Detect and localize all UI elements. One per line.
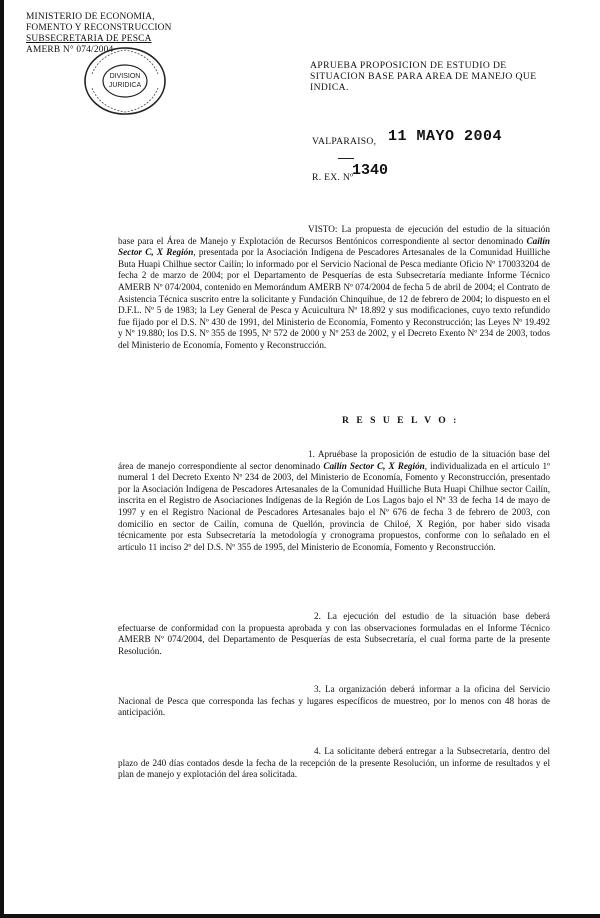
divider-dash bbox=[338, 158, 354, 159]
letterhead-subsecretaria: SUBSECRETARIA DE PESCA bbox=[26, 34, 152, 44]
resolution-label: R. EX. Nº bbox=[312, 172, 354, 183]
place-label: VALPARAISO, bbox=[312, 136, 377, 147]
letterhead-ministry: MINISTERIO DE ECONOMIA, bbox=[26, 12, 155, 22]
svg-text:JURIDICA: JURIDICA bbox=[108, 82, 142, 89]
date-stamp: 11 MAYO 2004 bbox=[388, 128, 503, 145]
item-1-text-2: , individualizada en el artículo 1º numeral 1 del Decreto Exento Nº 234 de 2003, del Ministerio de Economía, Fomento y Reconstrucción, presentado por la Asociación Indígena de Pescadores Artesanales de la Comunidad Huilliche Buta Huapi Chilhue sector Cailín, inscrita en el Registro de Asociaciones Indígenas de la Región de Los Lagos bajo el Nº 33 de fecha 14 de mayo de 1997 y en el Registro Nacional de Pescadores Artesanales bajo el Nº 676 de fecha 3 de febrero de 2003, con domicilio en sector de Cailín, comuna de Quellón, provincia de Chiloé, X Región, por haber sido visada técnicamente por esta Subsecretaría la metodología y cronograma propuestos, conforme con lo señalado en el artículo 11 inciso 2º del D.S. Nº 355 de 1995, del Ministerio de Economía, Fomento y Reconstrucción. bbox=[118, 460, 550, 552]
document-title: APRUEBA PROPOSICION DE ESTUDIO DE SITUACION BASE PARA AREA DE MANEJO QUE INDICA. bbox=[310, 60, 537, 93]
scan-edge-left bbox=[0, 0, 4, 918]
item-2-text: 2. La ejecución del estudio de la situación base deberá efectuarse de conformidad con la propuesta aprobada y con las observaciones formuladas en el Informe Técnico AMERB Nº 074/2004, del Departamento de Pesquerías de esta Subsecretaría, el cual forma parte de la presente Resolución. bbox=[118, 611, 550, 656]
item-4-text: 4. La solicitante deberá entregar a la Subsecretaría, dentro del plazo de 240 días contados desde la fecha de la recepción de la presente Resolución, un informe de resultados y el plan de manejo y explotación del área solicitada. bbox=[118, 746, 550, 780]
item-1-sector: Cailín Sector C, X Región bbox=[323, 460, 425, 471]
item-1-paragraph bbox=[118, 449, 550, 553]
item-1-text-1: 1. Apruébase la proposición de estudio de la situación base del área de manejo correspondiente al sector denominado bbox=[118, 449, 550, 471]
letterhead-ministry-2: FOMENTO Y RECONSTRUCCION bbox=[26, 23, 172, 33]
scan-edge-bottom bbox=[0, 914, 600, 918]
resolution-number: 1340 bbox=[352, 162, 389, 179]
official-stamp-icon bbox=[80, 44, 170, 118]
letterhead-reference: AMERB N° 074/2004 bbox=[26, 45, 114, 55]
visto-paragraph bbox=[118, 224, 550, 352]
item-4-paragraph bbox=[118, 746, 550, 781]
item-2-paragraph bbox=[118, 611, 550, 657]
item-3-paragraph bbox=[118, 684, 550, 719]
visto-text-2: , presentada por la Asociación Indígena de Pescadores Artesanales de la Comunidad Huilliche Buta Huapi Chilhue sector Cailín; lo informado por el Servicio Nacional de Pesca mediante Oficio Nº 170033204 de fecha 2 de marzo de 2004; por el Departamento de Pesquerías de esta Subsecretaría mediante Informe Técnico AMERB Nº 074/2004, contenido en Memorándum AMERB Nº 074/2004 de fecha 5 de abril de 2004; el Contrato de Asistencia Técnica suscrito entre la solicitante y Fundación Chinquihue, de 12 de febrero de 2004; lo dispuesto en el D.F.L. Nº 5 de 1983; la Ley General de Pesca y Acuicultura Nº 18.892 y sus modificaciones, cuyo texto refundido fue fijado por el D.S. Nº 430 de 1991, del Ministerio de Economía, Fomento y Reconstrucción; las Leyes Nº 19.492 y Nº 19.880; los D.S. Nº 355 de 1995, Nº 572 de 2000 y Nº 253 de 2002, y el Decreto Exento Nº 234 de 2003, todos del Ministerio de Economía, Fomento y Reconstrucción. bbox=[118, 247, 550, 350]
svg-text:DIVISION: DIVISION bbox=[109, 73, 141, 80]
visto-text-1: VISTO: La propuesta de ejecución del estudio de la situación base para el Área de Manejo y Explotación de Recursos Bentónicos correspondiente al sector denominado bbox=[118, 224, 550, 246]
visto-sector: Cailín Sector C, X Región bbox=[118, 235, 550, 258]
resuelvo-heading: R E S U E L V O : bbox=[342, 415, 459, 426]
item-3-text: 3. La organización deberá informar a la oficina del Servicio Nacional de Pesca que corresponda las fechas y lugares específicos de muestreo, por lo menos con 48 horas de anticipación. bbox=[118, 684, 550, 718]
